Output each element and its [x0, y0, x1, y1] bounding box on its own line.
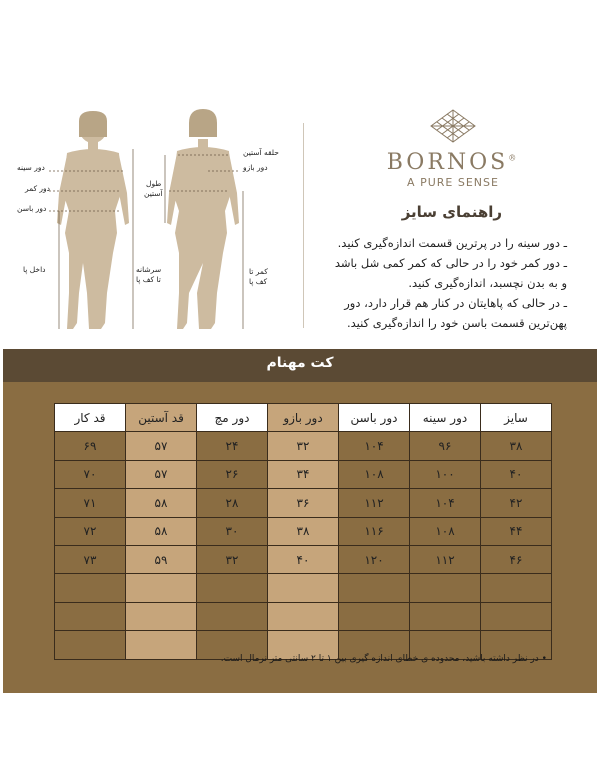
label-chest: دور سینه: [17, 163, 45, 172]
top-panel: [3, 93, 597, 349]
table-cell: ۹۶: [410, 432, 481, 460]
table-cell: ۵۷: [126, 460, 197, 488]
table-cell: ۱۲۰: [339, 545, 410, 573]
table-header-row: [55, 404, 552, 432]
size-table-panel: [3, 382, 597, 693]
table-cell: ۴۰: [268, 545, 339, 573]
table-cell: ۱۰۰: [410, 460, 481, 488]
size-guide-title: راهنمای سایز: [401, 203, 502, 221]
table-row: [55, 574, 552, 602]
table-cell: [410, 574, 481, 602]
table-row: [55, 602, 552, 630]
table-cell: ۵۹: [126, 545, 197, 573]
label-arm: دور بازو: [243, 163, 268, 172]
vertical-divider: [303, 123, 304, 328]
table-cell: ۲۴: [197, 432, 268, 460]
table-cell: ۴۲: [481, 489, 552, 517]
header-sleeve-length: قد آستین: [126, 404, 197, 432]
header-length: قد کار: [55, 404, 126, 432]
table-cell: [481, 602, 552, 630]
table-cell: ۳۰: [197, 517, 268, 545]
table-cell: ۵۸: [126, 517, 197, 545]
guide-line: ـ در حالی که پاهایتان در کنار هم قرار دارد، دور: [344, 296, 567, 310]
table-cell: ۱۱۶: [339, 517, 410, 545]
guide-line: و به بدن نچسبد، اندازه‌گیری کنید.: [408, 276, 567, 290]
table-cell: [268, 574, 339, 602]
table-cell: [268, 602, 339, 630]
table-cell: ۳۲: [268, 432, 339, 460]
label-waist: دور کمر: [25, 184, 51, 193]
size-table: [54, 403, 552, 660]
back-figure: [167, 109, 239, 329]
table-cell: ۶۹: [55, 432, 126, 460]
brand-name: BORNOS®: [386, 150, 520, 175]
table-row: [55, 460, 552, 488]
section-title: کت مهنام: [266, 355, 334, 371]
guide-line: پهن‌ترین قسمت باسن خود را اندازه‌گیری کنید.: [346, 316, 567, 330]
table-cell: ۷۱: [55, 489, 126, 517]
size-guide-card: [3, 93, 597, 693]
label-armhole: حلقه آستین: [243, 148, 279, 157]
table-cell: ۴۶: [481, 545, 552, 573]
body-figures-illustration: [3, 93, 303, 349]
measurement-note: • در نظر داشته باشید، محدوده ی خطای اندازه گیری بین ۱ تا ۲ سانتی متر نرمال است.: [220, 654, 547, 664]
table-cell: [197, 602, 268, 630]
table-cell: [481, 574, 552, 602]
label-sleeve-2: آستین: [144, 189, 163, 198]
table-cell: ۲۶: [197, 460, 268, 488]
label-sleeve-1: طول: [146, 179, 162, 188]
diamond-logo-icon: [429, 108, 477, 144]
header-arm: دور بازو: [268, 404, 339, 432]
table-row: [55, 489, 552, 517]
label-shoulder-to-floor-2: تا کف پا: [136, 275, 161, 284]
table-cell: ۱۰۴: [339, 432, 410, 460]
table-cell: ۱۰۸: [339, 460, 410, 488]
table-cell: ۷۰: [55, 460, 126, 488]
table-cell: ۳۶: [268, 489, 339, 517]
table-cell: ۳۲: [197, 545, 268, 573]
header-chest: دور سینه: [410, 404, 481, 432]
table-cell: [410, 602, 481, 630]
table-row: [55, 432, 552, 460]
table-cell: ۳۸: [481, 432, 552, 460]
brand-block: [363, 108, 543, 189]
table-cell: [339, 602, 410, 630]
guide-line: ـ دور کمر خود را در حالی که کمر کمی شل باشد: [334, 256, 567, 270]
table-cell: [126, 602, 197, 630]
table-cell: ۵۷: [126, 432, 197, 460]
table-cell: ۳۴: [268, 460, 339, 488]
table-cell: ۴۴: [481, 517, 552, 545]
guide-line: ـ دور سینه را در پرترین قسمت اندازه‌گیری کنید.: [337, 236, 567, 250]
table-cell: [55, 574, 126, 602]
table-cell: ۱۱۲: [410, 545, 481, 573]
header-wrist: دور مچ: [197, 404, 268, 432]
table-cell: [55, 602, 126, 630]
table-cell: ۷۳: [55, 545, 126, 573]
label-shoulder-to-floor-1: سرشانه: [136, 265, 162, 274]
table-row: [55, 545, 552, 573]
table-cell: ۱۰۸: [410, 517, 481, 545]
table-cell: [339, 574, 410, 602]
table-cell: [197, 574, 268, 602]
header-size: سایز: [481, 404, 552, 432]
table-cell: [126, 631, 197, 659]
table-cell: ۱۰۴: [410, 489, 481, 517]
label-waist-to-floor-2: کف پا: [249, 277, 268, 286]
label-inseam: داخل پا: [23, 265, 46, 274]
section-title-band: [3, 349, 597, 382]
brand-tagline: A PURE SENSE: [407, 176, 499, 189]
table-cell: ۲۸: [197, 489, 268, 517]
header-hip: دور باسن: [339, 404, 410, 432]
table-cell: ۳۸: [268, 517, 339, 545]
front-figure: [57, 111, 129, 329]
table-cell: ۷۲: [55, 517, 126, 545]
label-hip: دور باسن: [17, 204, 47, 213]
label-waist-to-floor-1: کمر تا: [249, 267, 268, 276]
size-guide-instructions: [307, 233, 567, 333]
table-cell: ۵۸: [126, 489, 197, 517]
table-row: [55, 517, 552, 545]
table-cell: [126, 574, 197, 602]
table-cell: ۱۱۲: [339, 489, 410, 517]
table-cell: ۴۰: [481, 460, 552, 488]
table-cell: [55, 631, 126, 659]
